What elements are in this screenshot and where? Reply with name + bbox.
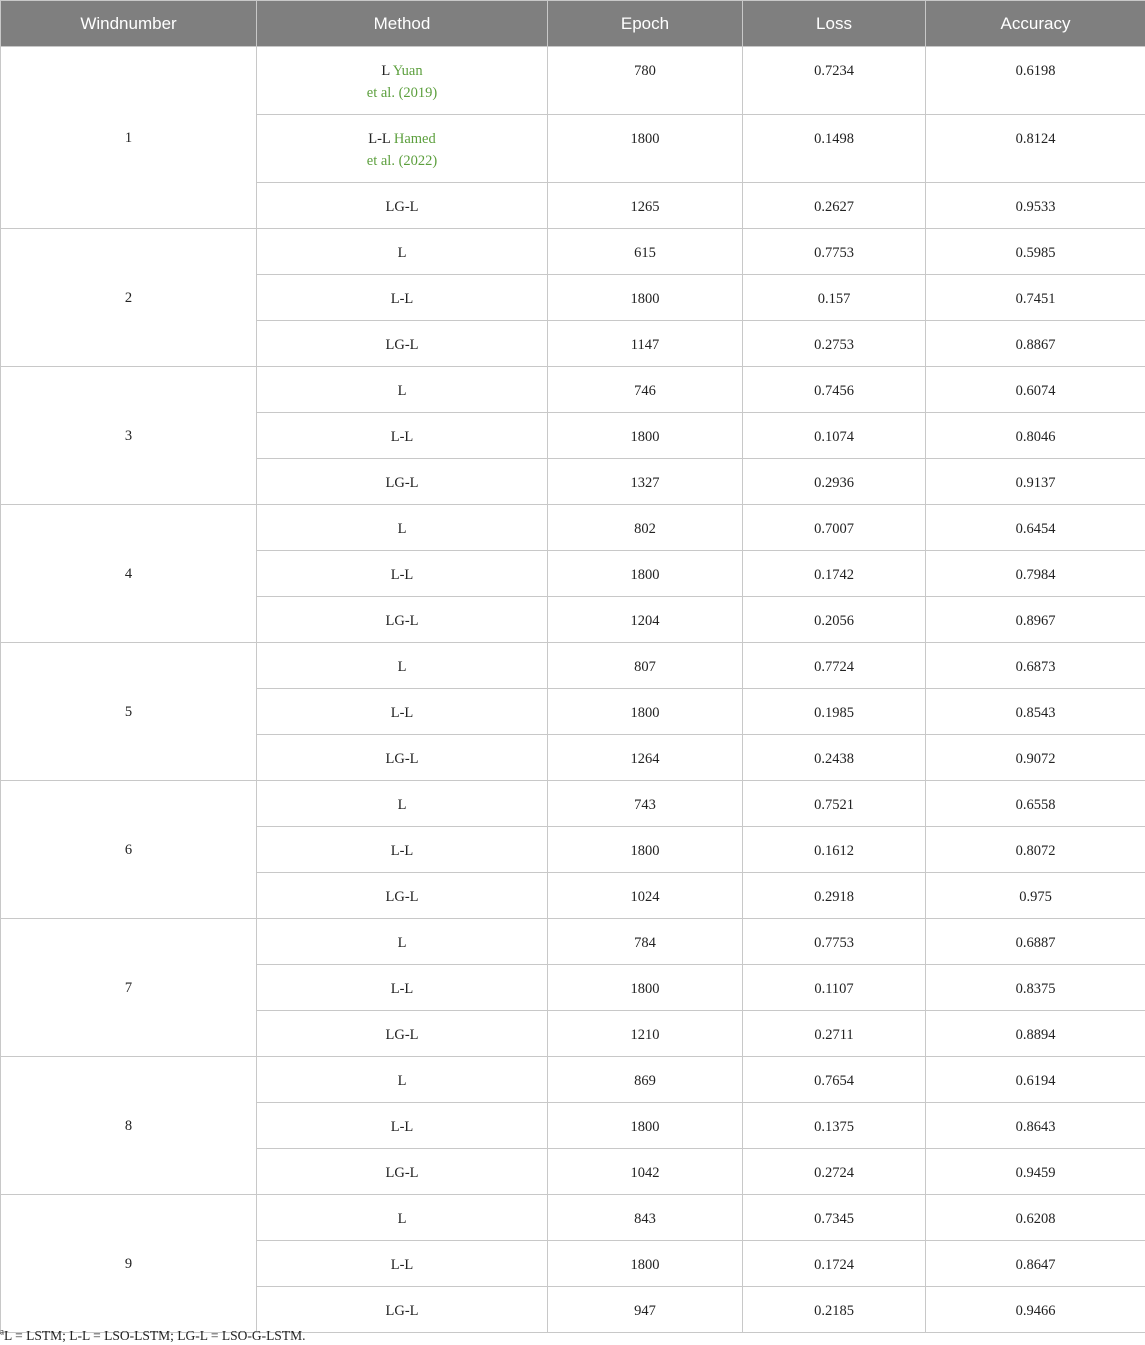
accuracy-cell: 0.9137 bbox=[926, 459, 1145, 505]
epoch-cell: 1042 bbox=[548, 1149, 743, 1195]
windnumber-cell: 9 bbox=[1, 1195, 257, 1333]
method-label: LG-L bbox=[385, 1165, 419, 1181]
windnumber-cell: 6 bbox=[1, 781, 257, 919]
column-header-epoch: Epoch bbox=[548, 1, 743, 47]
epoch-cell: 1264 bbox=[548, 735, 743, 781]
accuracy-cell: 0.9533 bbox=[926, 183, 1145, 229]
citation-link[interactable]: et al. (2019) bbox=[366, 85, 438, 101]
loss-cell: 0.7753 bbox=[743, 229, 926, 275]
windnumber-cell: 3 bbox=[1, 367, 257, 505]
loss-cell: 0.157 bbox=[743, 275, 926, 321]
epoch-cell: 802 bbox=[548, 505, 743, 551]
table-row bbox=[1, 47, 1145, 115]
accuracy-cell: 0.6873 bbox=[926, 643, 1145, 689]
accuracy-cell: 0.6074 bbox=[926, 367, 1145, 413]
loss-cell: 0.2918 bbox=[743, 873, 926, 919]
windnumber-cell: 4 bbox=[1, 505, 257, 643]
loss-cell: 0.2753 bbox=[743, 321, 926, 367]
method-label: L bbox=[397, 245, 407, 261]
loss-cell: 0.1612 bbox=[743, 827, 926, 873]
accuracy-cell: 0.8894 bbox=[926, 1011, 1145, 1057]
method-label: LG-L bbox=[385, 1027, 419, 1043]
accuracy-cell: 0.8375 bbox=[926, 965, 1145, 1011]
method-label: L-L bbox=[390, 291, 414, 307]
method-label: L-L bbox=[390, 429, 414, 445]
method-cell bbox=[257, 965, 548, 1011]
loss-cell: 0.7724 bbox=[743, 643, 926, 689]
loss-cell: 0.7456 bbox=[743, 367, 926, 413]
method-cell bbox=[257, 597, 548, 643]
accuracy-cell: 0.8867 bbox=[926, 321, 1145, 367]
epoch-cell: 1800 bbox=[548, 827, 743, 873]
loss-cell: 0.2056 bbox=[743, 597, 926, 643]
method-label: LG-L bbox=[385, 337, 419, 353]
table-row bbox=[1, 919, 1145, 965]
epoch-cell: 1800 bbox=[548, 115, 743, 183]
epoch-cell: 780 bbox=[548, 47, 743, 115]
method-label: L-L bbox=[390, 567, 414, 583]
loss-cell: 0.2627 bbox=[743, 183, 926, 229]
loss-cell: 0.7234 bbox=[743, 47, 926, 115]
citation-link[interactable]: Yuan bbox=[392, 63, 423, 79]
method-label: LG-L bbox=[385, 1303, 419, 1319]
table-row bbox=[1, 643, 1145, 689]
method-cell bbox=[257, 781, 548, 827]
citation-link[interactable]: et al. (2022) bbox=[366, 153, 438, 169]
accuracy-cell: 0.8072 bbox=[926, 827, 1145, 873]
method-label: L bbox=[397, 935, 407, 951]
loss-cell: 0.1985 bbox=[743, 689, 926, 735]
accuracy-cell: 0.6558 bbox=[926, 781, 1145, 827]
column-header-method: Method bbox=[257, 1, 548, 47]
method-cell bbox=[257, 229, 548, 275]
epoch-cell: 1147 bbox=[548, 321, 743, 367]
method-label: L bbox=[381, 63, 390, 79]
method-cell bbox=[257, 1287, 548, 1333]
method-label: L-L bbox=[390, 981, 414, 997]
method-cell bbox=[257, 115, 548, 183]
method-cell bbox=[257, 367, 548, 413]
method-cell bbox=[257, 1241, 548, 1287]
footnote-marker: a bbox=[0, 1326, 4, 1337]
method-label: L bbox=[397, 521, 407, 537]
epoch-cell: 615 bbox=[548, 229, 743, 275]
accuracy-cell: 0.8124 bbox=[926, 115, 1145, 183]
loss-cell: 0.1107 bbox=[743, 965, 926, 1011]
loss-cell: 0.1074 bbox=[743, 413, 926, 459]
epoch-cell: 1024 bbox=[548, 873, 743, 919]
method-cell bbox=[257, 643, 548, 689]
loss-cell: 0.7753 bbox=[743, 919, 926, 965]
epoch-cell: 807 bbox=[548, 643, 743, 689]
column-header-loss: Loss bbox=[743, 1, 926, 47]
epoch-cell: 947 bbox=[548, 1287, 743, 1333]
epoch-cell: 1800 bbox=[548, 551, 743, 597]
accuracy-cell: 0.7451 bbox=[926, 275, 1145, 321]
accuracy-cell: 0.9459 bbox=[926, 1149, 1145, 1195]
table-row bbox=[1, 229, 1145, 275]
column-header-windnumber: Windnumber bbox=[1, 1, 257, 47]
accuracy-cell: 0.8643 bbox=[926, 1103, 1145, 1149]
method-label: LG-L bbox=[385, 475, 419, 491]
loss-cell: 0.7007 bbox=[743, 505, 926, 551]
loss-cell: 0.1724 bbox=[743, 1241, 926, 1287]
method-cell bbox=[257, 275, 548, 321]
loss-cell: 0.2438 bbox=[743, 735, 926, 781]
method-cell bbox=[257, 919, 548, 965]
method-label: L-L bbox=[390, 843, 414, 859]
accuracy-cell: 0.8967 bbox=[926, 597, 1145, 643]
method-cell bbox=[257, 689, 548, 735]
epoch-cell: 1210 bbox=[548, 1011, 743, 1057]
accuracy-cell: 0.6198 bbox=[926, 47, 1145, 115]
method-label: L bbox=[397, 1073, 407, 1089]
epoch-cell: 1204 bbox=[548, 597, 743, 643]
method-cell bbox=[257, 827, 548, 873]
method-label: L-L bbox=[390, 705, 414, 721]
windnumber-cell: 1 bbox=[1, 47, 257, 229]
footnote-text: L = LSTM; L-L = LSO-LSTM; LG-L = LSO-G-LSTM. bbox=[4, 1328, 306, 1343]
accuracy-cell: 0.8647 bbox=[926, 1241, 1145, 1287]
accuracy-cell: 0.6208 bbox=[926, 1195, 1145, 1241]
method-cell bbox=[257, 551, 548, 597]
loss-cell: 0.1498 bbox=[743, 115, 926, 183]
method-label: L-L bbox=[390, 1257, 414, 1273]
method-cell bbox=[257, 1103, 548, 1149]
method-label: L bbox=[397, 659, 407, 675]
accuracy-cell: 0.975 bbox=[926, 873, 1145, 919]
accuracy-cell: 0.8046 bbox=[926, 413, 1145, 459]
epoch-cell: 1800 bbox=[548, 1241, 743, 1287]
windnumber-cell: 2 bbox=[1, 229, 257, 367]
loss-cell: 0.7521 bbox=[743, 781, 926, 827]
method-label: L-L bbox=[390, 1119, 414, 1135]
method-label: L bbox=[397, 383, 407, 399]
method-label: LG-L bbox=[385, 751, 419, 767]
method-cell bbox=[257, 321, 548, 367]
header-row bbox=[1, 1, 1145, 47]
loss-cell: 0.7654 bbox=[743, 1057, 926, 1103]
column-header-accuracy: Accuracy bbox=[926, 1, 1145, 47]
loss-cell: 0.2185 bbox=[743, 1287, 926, 1333]
epoch-cell: 1800 bbox=[548, 413, 743, 459]
accuracy-cell: 0.6194 bbox=[926, 1057, 1145, 1103]
table-row bbox=[1, 505, 1145, 551]
method-cell bbox=[257, 1195, 548, 1241]
loss-cell: 0.7345 bbox=[743, 1195, 926, 1241]
method-label: L bbox=[397, 1211, 407, 1227]
method-cell bbox=[257, 735, 548, 781]
epoch-cell: 743 bbox=[548, 781, 743, 827]
epoch-cell: 1800 bbox=[548, 275, 743, 321]
windnumber-cell: 7 bbox=[1, 919, 257, 1057]
accuracy-cell: 0.7984 bbox=[926, 551, 1145, 597]
table-row bbox=[1, 1057, 1145, 1103]
loss-cell: 0.2936 bbox=[743, 459, 926, 505]
epoch-cell: 1327 bbox=[548, 459, 743, 505]
method-cell bbox=[257, 183, 548, 229]
accuracy-cell: 0.6454 bbox=[926, 505, 1145, 551]
loss-cell: 0.1375 bbox=[743, 1103, 926, 1149]
epoch-cell: 1800 bbox=[548, 1103, 743, 1149]
loss-cell: 0.2711 bbox=[743, 1011, 926, 1057]
windnumber-cell: 8 bbox=[1, 1057, 257, 1195]
accuracy-cell: 0.8543 bbox=[926, 689, 1145, 735]
table-footnote bbox=[0, 1328, 305, 1344]
table-row bbox=[1, 367, 1145, 413]
accuracy-cell: 0.6887 bbox=[926, 919, 1145, 965]
method-label: L bbox=[397, 797, 407, 813]
loss-cell: 0.2724 bbox=[743, 1149, 926, 1195]
method-label: L-L bbox=[368, 131, 391, 147]
method-cell bbox=[257, 47, 548, 115]
epoch-cell: 784 bbox=[548, 919, 743, 965]
method-cell bbox=[257, 1011, 548, 1057]
method-label: LG-L bbox=[385, 613, 419, 629]
epoch-cell: 1265 bbox=[548, 183, 743, 229]
method-cell bbox=[257, 1057, 548, 1103]
loss-cell: 0.1742 bbox=[743, 551, 926, 597]
method-cell bbox=[257, 413, 548, 459]
epoch-cell: 869 bbox=[548, 1057, 743, 1103]
method-label: LG-L bbox=[385, 199, 419, 215]
epoch-cell: 1800 bbox=[548, 689, 743, 735]
epoch-cell: 1800 bbox=[548, 965, 743, 1011]
method-label: LG-L bbox=[385, 889, 419, 905]
method-cell bbox=[257, 1149, 548, 1195]
epoch-cell: 746 bbox=[548, 367, 743, 413]
accuracy-cell: 0.9466 bbox=[926, 1287, 1145, 1333]
method-cell bbox=[257, 505, 548, 551]
table-row bbox=[1, 1195, 1145, 1241]
table-row bbox=[1, 781, 1145, 827]
method-cell bbox=[257, 873, 548, 919]
accuracy-cell: 0.9072 bbox=[926, 735, 1145, 781]
table-body bbox=[1, 47, 1145, 1333]
method-cell bbox=[257, 459, 548, 505]
epoch-cell: 843 bbox=[548, 1195, 743, 1241]
windnumber-cell: 5 bbox=[1, 643, 257, 781]
citation-link[interactable]: Hamed bbox=[393, 131, 436, 147]
accuracy-cell: 0.5985 bbox=[926, 229, 1145, 275]
